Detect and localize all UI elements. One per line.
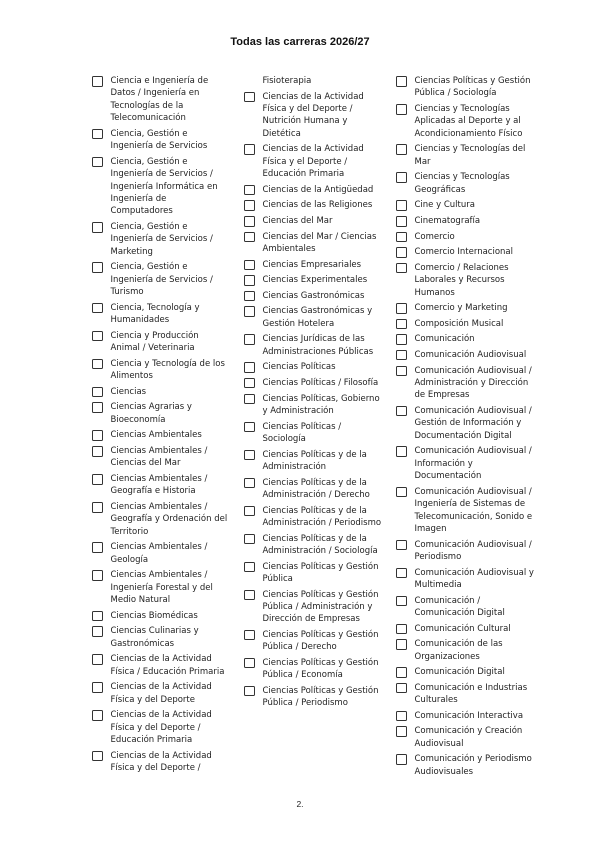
career-column-1 (92, 75, 230, 778)
career-list-item[interactable] (92, 386, 230, 398)
career-label: Ciencias Empresariales (262, 259, 362, 270)
career-checkbox[interactable] (396, 366, 407, 377)
career-label: Comunicación Audiovisual (414, 349, 527, 360)
career-label: Comunicación Audiovisual / Gestión de Información y Documentación Digital (414, 405, 532, 441)
career-checkbox[interactable] (244, 630, 255, 641)
career-list-item[interactable] (396, 349, 534, 361)
career-list-item[interactable] (244, 199, 382, 211)
career-list-item[interactable] (396, 710, 534, 722)
career-label: Ciencias del Mar (262, 216, 333, 226)
career-label: Comunicación Audiovisual / Periodismo (414, 539, 532, 562)
career-checkbox[interactable] (92, 430, 103, 441)
career-list-item[interactable] (244, 533, 382, 558)
career-checkbox[interactable] (396, 350, 407, 361)
career-list-item[interactable] (396, 486, 534, 536)
career-list-item[interactable] (244, 143, 382, 180)
career-list-item[interactable] (244, 629, 382, 654)
career-list-item[interactable] (92, 75, 230, 125)
career-checkbox[interactable] (92, 474, 103, 485)
career-list-item[interactable] (92, 625, 230, 650)
career-list-item[interactable] (396, 725, 534, 750)
career-checkbox[interactable] (396, 334, 407, 345)
career-label: Comunicación Cultural (414, 623, 511, 634)
career-list-item[interactable] (396, 445, 534, 482)
career-list-item[interactable] (92, 681, 230, 706)
career-checkbox[interactable] (244, 534, 255, 545)
career-label: Ciencias Gastronómicas y Gestión Hotelera (262, 306, 373, 329)
career-label: Ciencia, Gestión e Ingeniería de Servicios / Ingeniería Informática en Ingeniería de Computadores (110, 156, 218, 217)
career-label: Ciencias Políticas, Gobierno y Administración (262, 393, 380, 416)
career-checkbox[interactable] (396, 726, 407, 737)
career-list-item[interactable] (92, 358, 230, 383)
career-label: Ciencias Jurídicas de las Administraciones Públicas (262, 334, 374, 357)
career-label: Ciencias de la Actividad Física y del Deporte / Educación Primaria (110, 710, 212, 746)
career-checkbox[interactable] (396, 216, 407, 227)
career-checkbox[interactable] (244, 590, 255, 601)
career-list-item[interactable] (92, 429, 230, 441)
career-list-item[interactable] (92, 569, 230, 606)
career-checkbox[interactable] (244, 216, 255, 227)
career-label: Ciencias Políticas y Gestión Pública / Periodismo (262, 685, 379, 709)
career-checkbox[interactable] (396, 596, 407, 607)
career-label: Ciencias de la Antigüedad (262, 184, 374, 195)
career-list-item[interactable] (396, 171, 534, 196)
career-checkbox[interactable] (244, 232, 255, 243)
career-list-item[interactable] (396, 753, 534, 778)
career-checkbox[interactable] (92, 570, 103, 581)
career-checkbox[interactable] (92, 76, 103, 87)
career-checkbox[interactable] (92, 222, 103, 233)
career-list-item[interactable] (396, 638, 534, 663)
career-label: Ciencias Ambientales / Ingeniería Forestal y del Medio Natural (110, 570, 213, 606)
career-label: Comercio Internacional (414, 247, 513, 258)
career-list-item[interactable] (92, 473, 230, 498)
career-list-item[interactable] (244, 361, 382, 373)
career-label: Ciencia, Tecnología y Humanidades (110, 302, 200, 326)
career-label: Ciencias de las Religiones (262, 200, 373, 211)
career-label: Comunicación / Comunicación Digital (414, 595, 505, 618)
page-number: 2. (296, 799, 304, 809)
career-list-item[interactable] (244, 657, 382, 682)
career-list-item[interactable] (92, 610, 230, 622)
career-list-item[interactable] (244, 393, 382, 418)
career-checkbox[interactable] (244, 506, 255, 517)
career-label: Ciencias Gastronómicas (262, 290, 365, 301)
career-list-item[interactable] (396, 103, 534, 140)
career-checkbox[interactable] (396, 303, 407, 314)
career-list-item[interactable] (244, 377, 382, 389)
career-checkbox[interactable] (396, 487, 407, 498)
career-checkbox[interactable] (244, 686, 255, 697)
career-label: Comunicación e Industrias Culturales (414, 682, 528, 706)
career-checkbox[interactable] (244, 422, 255, 433)
career-label: Comunicación Digital (414, 667, 505, 678)
career-label: Comunicación Audiovisual / Información y Documentación (414, 446, 532, 482)
career-checkbox[interactable] (396, 446, 407, 457)
career-list-item[interactable] (396, 199, 534, 211)
career-checkbox[interactable] (244, 334, 255, 345)
career-checkbox[interactable] (396, 683, 407, 694)
career-list-item[interactable] (244, 421, 382, 446)
career-checkbox[interactable] (244, 378, 255, 389)
career-checkbox[interactable] (92, 359, 103, 370)
career-checkbox[interactable] (244, 478, 255, 489)
career-checkbox[interactable] (92, 751, 103, 762)
career-checkbox[interactable] (92, 626, 103, 637)
career-checkbox[interactable] (396, 200, 407, 211)
career-checkbox[interactable] (92, 502, 103, 513)
career-list-item[interactable] (92, 445, 230, 470)
career-label: Ciencias de la Actividad Física y del Deporte / Nutrición Humana y Dietética (262, 91, 364, 139)
career-checkbox[interactable] (244, 200, 255, 211)
career-list-item[interactable] (396, 595, 534, 620)
career-label: Ciencia y Tecnología de los Alimentos (110, 358, 225, 382)
career-label: Ciencias Experimentales (262, 275, 368, 286)
career-list-item[interactable] (396, 246, 534, 258)
career-label: Comunicación Audiovisual y Multimedia (414, 567, 534, 590)
career-list-item[interactable] (244, 305, 382, 330)
career-label: Ciencias de la Actividad Física / Educación Primaria (110, 654, 225, 677)
career-checkbox[interactable] (244, 291, 255, 302)
career-list-item[interactable] (396, 567, 534, 592)
career-checkbox[interactable] (244, 275, 255, 286)
career-label: Comunicación Audiovisual / Administración y Dirección de Empresas (414, 365, 532, 401)
career-label: Ciencias y Tecnologías Geográficas (414, 172, 510, 195)
career-list-item[interactable] (244, 333, 382, 358)
career-checkbox[interactable] (396, 624, 407, 635)
career-label: Comunicación y Periodismo Audiovisuales (414, 754, 532, 777)
career-label: Comercio y Marketing (414, 303, 508, 314)
career-list-item[interactable] (244, 685, 382, 710)
career-label: Ciencia, Gestión e Ingeniería de Servicios / Marketing (110, 222, 213, 257)
career-list-item[interactable] (244, 259, 382, 271)
career-checkbox[interactable] (396, 104, 407, 115)
career-label: Ciencia y Producción Animal / Veterinaria (110, 330, 199, 354)
career-label: Ciencias Ambientales (110, 430, 202, 441)
career-list-item[interactable] (92, 401, 230, 426)
career-list-item[interactable] (244, 231, 382, 256)
career-checkbox[interactable] (92, 446, 103, 457)
career-list-item[interactable] (396, 666, 534, 678)
career-label: Ciencias del Mar / Ciencias Ambientales (262, 231, 377, 254)
career-label: Ciencias Agrarias y Bioeconomía (110, 402, 192, 425)
career-list-item[interactable] (92, 261, 230, 298)
career-label: Ciencias Políticas y Gestión Pública / Administración y Dirección de Empresas (262, 589, 379, 625)
career-list-item[interactable] (92, 156, 230, 218)
career-label: Ciencias Políticas y Gestión Pública (262, 561, 379, 584)
career-checkbox[interactable] (244, 562, 255, 573)
career-list-item[interactable] (244, 477, 382, 502)
career-list-item[interactable] (92, 750, 230, 775)
career-list-item[interactable] (244, 449, 382, 474)
career-checkbox[interactable] (92, 129, 103, 140)
career-label: Ciencias Políticas (262, 362, 336, 373)
career-label: Ciencia, Gestión e Ingeniería de Servicios (110, 128, 208, 152)
career-label: Ciencias Políticas y Gestión Pública / Sociología (414, 76, 531, 99)
career-checkbox[interactable] (396, 406, 407, 417)
career-checkbox[interactable] (244, 92, 255, 103)
career-column-2 (244, 75, 382, 713)
career-label: Ciencias Ambientales / Geografía e Historia (110, 474, 208, 497)
career-label: Comunicación Audiovisual / Ingeniería de Sistemas de Telecomunicación, Sonido e Imagen (414, 486, 533, 534)
career-label: Ciencias Ambientales / Geología (110, 542, 208, 565)
career-list-item[interactable] (92, 302, 230, 327)
career-list-item[interactable] (396, 318, 534, 330)
career-label: Ciencias y Tecnologías del Mar (414, 144, 526, 167)
career-label: Composición Musical (414, 318, 504, 329)
career-list-item[interactable] (396, 231, 534, 243)
career-list-item[interactable] (244, 561, 382, 586)
career-label: Cine y Cultura (414, 200, 475, 211)
career-list-item[interactable] (244, 184, 382, 196)
career-checkbox[interactable] (396, 319, 407, 330)
career-list-item[interactable] (396, 302, 534, 314)
career-label: Ciencias Políticas y de la Administración (262, 449, 367, 472)
career-checkbox[interactable] (244, 260, 255, 271)
career-checkbox[interactable] (244, 362, 255, 373)
career-checkbox[interactable] (396, 711, 407, 722)
career-list-item[interactable] (396, 215, 534, 227)
career-checkbox[interactable] (396, 76, 407, 87)
career-checkbox[interactable] (396, 232, 407, 243)
career-checkbox[interactable] (244, 144, 255, 155)
career-list-item[interactable] (92, 501, 230, 538)
career-label: Comercio / Relaciones Laborales y Recursos Humanos (414, 262, 509, 298)
career-label: Comunicación Interactiva (414, 710, 524, 721)
career-label: Ciencias Ambientales / Ciencias del Mar (110, 446, 208, 469)
page-title: Todas las carreras 2026/27 (230, 36, 370, 48)
career-list-item[interactable] (244, 505, 382, 530)
career-checkbox[interactable] (92, 387, 103, 398)
career-checkbox[interactable] (92, 611, 103, 622)
career-label: Ciencias Políticas y de la Administración / Sociología (262, 533, 378, 556)
career-list-item[interactable] (244, 274, 382, 286)
career-label: Ciencias Culinarias y Gastronómicas (110, 626, 199, 649)
career-label: Ciencias Políticas y Gestión Pública / Derecho (262, 629, 379, 653)
career-checkbox[interactable] (92, 710, 103, 721)
career-label: Ciencias Políticas / Sociología (262, 421, 342, 444)
career-list-item[interactable] (396, 75, 534, 100)
career-checkbox[interactable] (92, 654, 103, 665)
career-list-item[interactable] (396, 623, 534, 635)
career-label: Ciencia e Ingeniería de Datos / Ingeniería en Tecnologías de la Telecomunicación (110, 76, 209, 124)
career-list-item[interactable] (92, 221, 230, 258)
career-checkbox[interactable] (396, 667, 407, 678)
career-column-3 (396, 75, 534, 781)
career-checkbox[interactable] (396, 263, 407, 274)
career-checkbox[interactable] (244, 658, 255, 669)
career-list-item[interactable] (92, 330, 230, 355)
career-checkbox[interactable] (396, 172, 407, 183)
career-checkbox[interactable] (396, 754, 407, 765)
career-label: Ciencias de la Actividad Física y del Deporte (110, 682, 212, 705)
career-checkbox[interactable] (396, 540, 407, 551)
career-label: Comunicación (414, 334, 475, 345)
career-list-item[interactable] (92, 653, 230, 678)
career-list-item[interactable] (396, 365, 534, 402)
career-label: Ciencias Biomédicas (110, 610, 198, 621)
career-checkbox[interactable] (244, 394, 255, 405)
career-checkbox[interactable] (92, 402, 103, 413)
career-label: Cinematografía (414, 216, 481, 226)
career-list-item[interactable] (244, 91, 382, 141)
career-checkbox[interactable] (92, 303, 103, 314)
career-checkbox[interactable] (92, 157, 103, 168)
career-label: Ciencias Políticas y de la Administración / Periodismo (262, 505, 382, 528)
career-list-item[interactable] (92, 709, 230, 746)
career-list-item[interactable] (244, 215, 382, 227)
career-label: Fisioterapia (262, 76, 312, 86)
career-label: Comunicación y Creación Audiovisual (414, 726, 523, 749)
career-label: Ciencias Políticas y Gestión Pública / Economía (262, 657, 379, 681)
career-checkbox[interactable] (396, 144, 407, 155)
career-checkbox[interactable] (244, 306, 255, 317)
career-label: Ciencias y Tecnologías Aplicadas al Deporte y al Acondicionamiento Físico (414, 104, 523, 139)
career-label: Ciencias Ambientales / Geografía y Ordenación del Territorio (110, 502, 228, 537)
career-label: Ciencias (110, 386, 147, 397)
career-label: Ciencias Políticas y de la Administración / Derecho (262, 477, 370, 500)
career-list-item[interactable] (396, 682, 534, 707)
career-checkbox[interactable] (396, 568, 407, 579)
career-checkbox[interactable] (92, 542, 103, 553)
career-list-item[interactable] (396, 143, 534, 168)
career-label: Comunicación de las Organizaciones (414, 639, 503, 662)
career-checkbox[interactable] (396, 639, 407, 650)
career-checkbox[interactable] (244, 450, 255, 461)
career-list-item[interactable] (244, 589, 382, 626)
career-list-item[interactable] (396, 405, 534, 442)
career-label: Ciencias de la Actividad Física y el Deporte / Educación Primaria (262, 144, 364, 180)
career-checkbox[interactable] (92, 331, 103, 342)
career-label: Ciencia, Gestión e Ingeniería de Servicios / Turismo (110, 262, 213, 298)
career-list-item[interactable] (92, 128, 230, 153)
career-checkbox[interactable] (244, 185, 255, 196)
career-checkbox[interactable] (92, 262, 103, 273)
career-checkbox[interactable] (396, 247, 407, 258)
career-label: Comercio (414, 231, 455, 242)
career-list-item[interactable] (396, 333, 534, 345)
career-list-item[interactable] (396, 262, 534, 299)
career-checkbox[interactable] (92, 682, 103, 693)
career-label: Ciencias de la Actividad Física y del Deporte / (110, 750, 212, 774)
career-list-item[interactable] (244, 75, 382, 87)
career-list-item[interactable] (92, 541, 230, 566)
career-list-item[interactable] (396, 539, 534, 564)
career-label: Ciencias Políticas / Filosofía (262, 377, 379, 388)
career-list-item[interactable] (244, 290, 382, 302)
